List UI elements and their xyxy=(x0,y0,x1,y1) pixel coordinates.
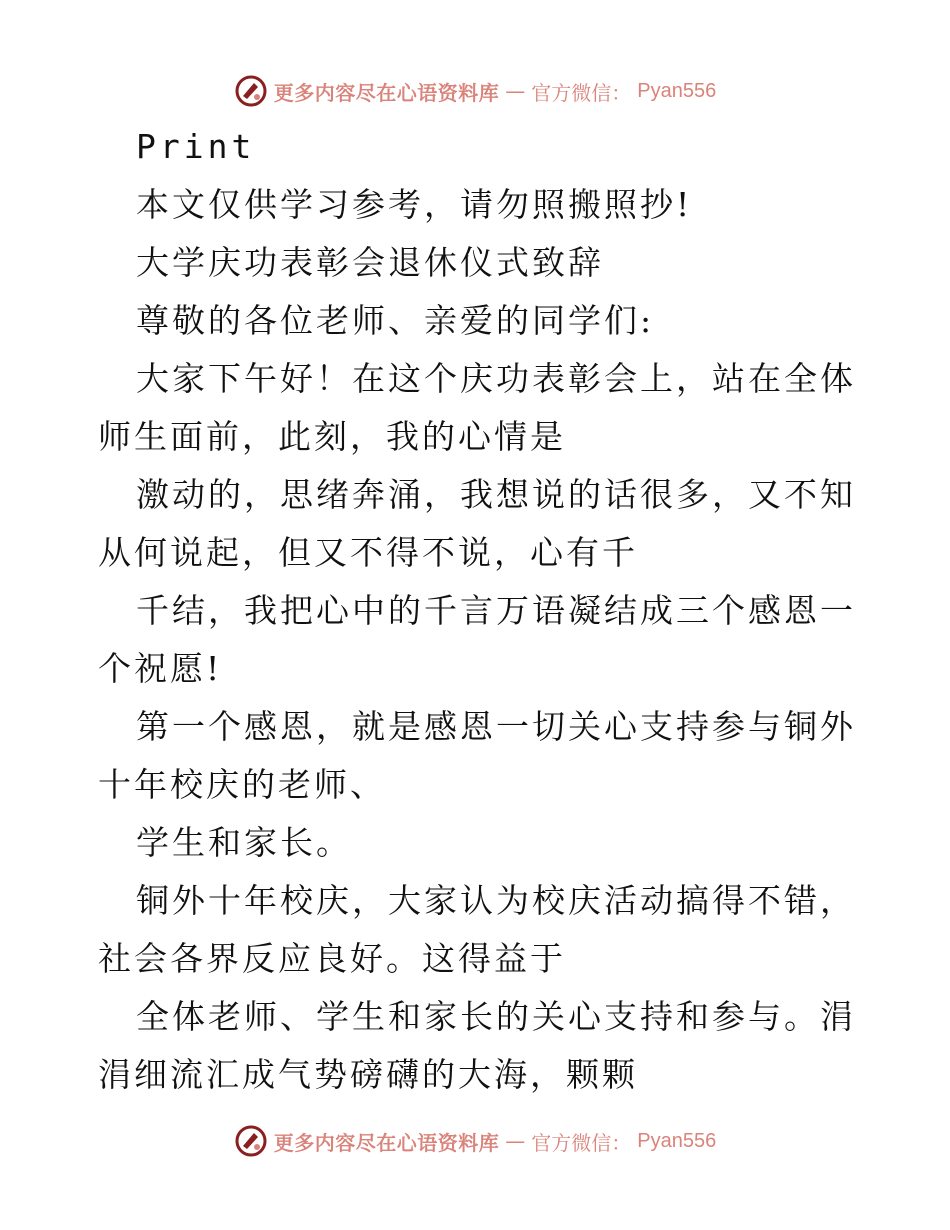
banner-wechat-id: Pyan556 xyxy=(637,1129,717,1152)
banner-dash: — xyxy=(505,1129,526,1153)
paragraph: 学生和家长。 xyxy=(136,823,352,862)
paragraph: 激动的，思绪奔涌，我想说的话很多，又不知从何说起，但又不得不说，心有千 xyxy=(98,475,856,572)
document-body xyxy=(98,118,858,1104)
footer-banner xyxy=(0,1122,950,1160)
logo-icon xyxy=(234,1124,268,1158)
banner-main-text: 更多内容尽在心语资料库 xyxy=(273,80,500,105)
paragraph: 第一个感恩，就是感恩一切关心支持参与铜外十年校庆的老师、 xyxy=(98,707,856,804)
banner-main-text: 更多内容尽在心语资料库 xyxy=(273,1130,500,1155)
paragraph: 千结，我把心中的千言万语凝结成三个感恩一个祝愿! xyxy=(98,591,856,688)
paragraph: 大家下午好！在这个庆功表彰会上，站在全体师生面前，此刻，我的心情是 xyxy=(98,359,856,456)
banner-official-label: 官方微信： xyxy=(531,80,632,105)
salutation: 尊敬的各位老师、亲爱的同学们: xyxy=(136,301,655,340)
banner-dash: — xyxy=(505,79,526,103)
paragraph: 铜外十年校庆，大家认为校庆活动搞得不错，社会各界反应良好。这得益于 xyxy=(98,881,856,978)
document-title: 大学庆功表彰会退休仪式致辞 xyxy=(136,243,604,282)
banner-wechat-id: Pyan556 xyxy=(637,79,717,102)
paragraph: 全体老师、学生和家长的关心支持和参与。涓涓细流汇成气势磅礴的大海，颗颗 xyxy=(98,997,856,1094)
disclaimer-line: 本文仅供学习参考，请勿照搬照抄! xyxy=(136,185,693,224)
print-label: Print xyxy=(136,127,256,166)
logo-icon xyxy=(234,74,268,108)
banner-official-label: 官方微信： xyxy=(531,1130,632,1155)
header-banner xyxy=(0,72,950,110)
